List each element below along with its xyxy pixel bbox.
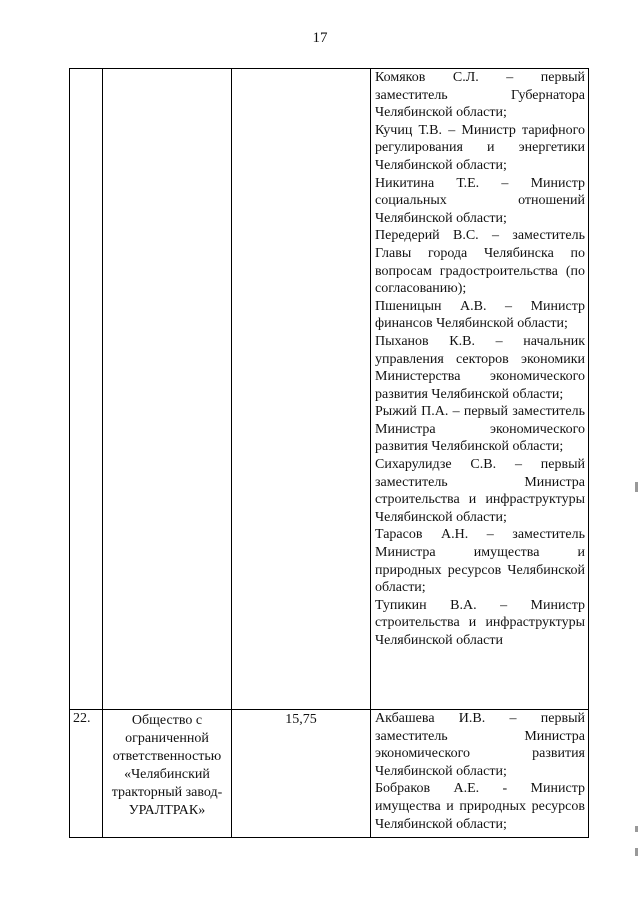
- member-entry: Никитина Т.Е. – Министр социальных отношений Челябинской области;: [375, 175, 585, 226]
- share-value: 15,75: [232, 710, 371, 838]
- table-row: [70, 710, 589, 838]
- table-row: [70, 69, 589, 710]
- organization-name: [103, 69, 232, 710]
- share-value: [232, 69, 371, 710]
- member-entry: Передерий В.С. – заместитель Главы города Челябинска по вопросам градостроительства (по согласованию);: [375, 228, 585, 297]
- member-entry: Бобраков А.Е. - Министр имущества и природных ресурсов Челябинской области;: [375, 781, 585, 832]
- member-entry: Тарасов А.Н. – заместитель Министра имущества и природных ресурсов Челябинской области;: [375, 527, 585, 596]
- page-number: 17: [312, 30, 328, 46]
- row-number: 22.: [70, 710, 103, 838]
- organization-name: Общество с ограниченной ответственностью «Челябинский тракторный завод-УРАЛТРАК»: [103, 710, 232, 838]
- composition-table: [69, 68, 589, 838]
- scan-edge-mark: [635, 482, 638, 492]
- scan-edge-mark: [635, 826, 638, 832]
- row-number: [70, 69, 103, 710]
- members-cell: [371, 69, 589, 710]
- member-entry: Пыханов К.В. – начальник управления секторов экономики Министерства экономического развития Челябинской области;: [375, 333, 585, 402]
- member-entry: Акбашева И.В. – первый заместитель Министра экономического развития Челябинской области;: [375, 711, 585, 779]
- member-entry: Рыжий П.А. – первый заместитель Министра экономического развития Челябинской области;: [375, 404, 585, 455]
- member-entry: Комяков С.Л. – первый заместитель Губернатора Челябинской области;: [375, 70, 585, 121]
- member-entry: Сихарулидзе С.В. – первый заместитель Министра строительства и инфраструктуры Челябинской области;: [375, 457, 585, 525]
- members-cell: [371, 710, 589, 838]
- member-entry: Пшеницын А.В. – Министр финансов Челябинской области;: [375, 298, 585, 332]
- member-entry: Тупикин В.А. – Министр строительства и инфраструктуры Челябинской области: [375, 597, 585, 648]
- scan-edge-mark: [635, 848, 638, 856]
- member-entry: Кучиц Т.В. – Министр тарифного регулирования и энергетики Челябинской области;: [375, 122, 585, 173]
